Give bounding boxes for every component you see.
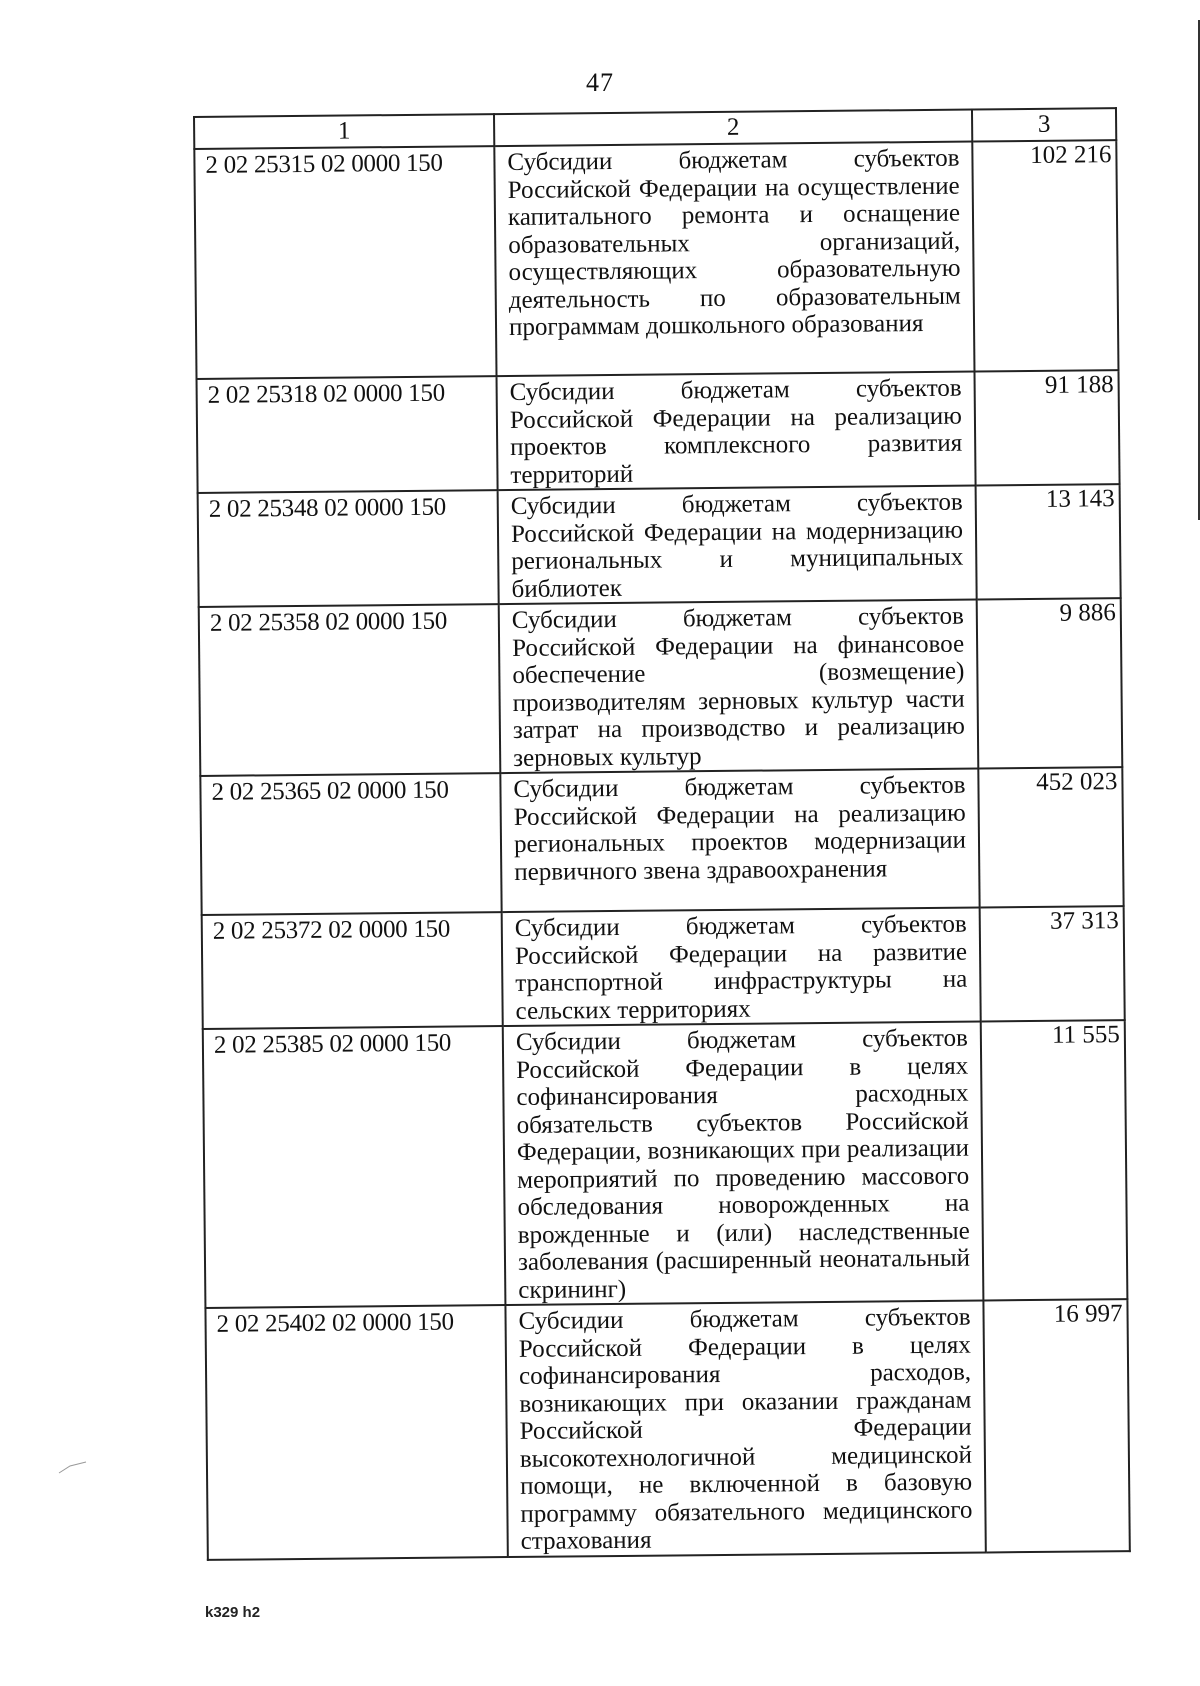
budget-table [193,107,1131,1561]
row-description: Субсидии бюджетам субъектов Российской Федерации на реализацию региональных проектов модернизации первичного звена здравоохранения [500,768,979,912]
row-amount: 13 143 [976,484,1121,599]
column-header-amount: 3 [972,108,1116,141]
row-amount: 452 023 [978,767,1123,907]
table-row [194,140,1118,379]
row-description: Субсидии бюджетам субъектов Российской Федерации в целях софинансирования расходных обязательств субъектов Российской Федерации, возникающих при реализации мероприятий по проведению массового обследования новорожденных на врожденные и (или) наследственные заболевания (расширенный неонатальный скрининг) [503,1021,984,1305]
table-row [198,484,1121,607]
row-code: 2 02 25372 02 0000 150 [202,912,503,1029]
row-amount: 37 313 [980,906,1125,1021]
row-code: 2 02 25402 02 0000 150 [205,1305,507,1560]
row-code: 2 02 25315 02 0000 150 [194,146,496,379]
row-description: Субсидии бюджетам субъектов Российской Федерации на осуществление капитального ремонта и оснащение образовательных организаций, осуществляющих образовательную деятельность по образовательным программам дошкольного образования [494,142,974,377]
row-code: 2 02 25318 02 0000 150 [197,376,498,493]
row-description: Субсидии бюджетам субъектов Российской Федерации на реализацию проектов комплексного развития территорий [497,372,976,491]
page-number: 47 [586,68,614,97]
table-row [203,1020,1128,1308]
footer-code: k329 h2 [205,1604,261,1621]
row-amount: 9 886 [977,598,1123,768]
row-description: Субсидии бюджетам субъектов Российской Федерации на модернизацию региональных и муниципальных библиотек [498,486,977,605]
row-amount: 91 188 [974,370,1119,485]
table-row [205,1299,1129,1560]
row-amount: 102 216 [972,140,1118,371]
row-code: 2 02 25365 02 0000 150 [200,773,501,915]
row-description: Субсидии бюджетам субъектов Российской Федерации на финансовое обеспечение (возмещение) производителям зерновых культур части затрат на производство и реализацию зерновых культур [499,599,979,773]
row-amount: 11 555 [981,1020,1128,1300]
table-row [199,598,1123,776]
row-code: 2 02 25385 02 0000 150 [203,1026,506,1308]
row-amount: 16 997 [983,1299,1129,1552]
table-row [202,906,1125,1029]
row-description: Субсидии бюджетам субъектов Российской Федерации в целях софинансирования расходов, возникающих при оказании гражданам Российской Федерации высокотехнологичной медицинской помощи, не включенной в базовую программу обязательного медицинского страхования [505,1300,985,1557]
column-header-code: 1 [194,114,494,149]
row-description: Субсидии бюджетам субъектов Российской Федерации на развитие транспортной инфраструктуры на сельских территориях [502,907,981,1026]
row-code: 2 02 25358 02 0000 150 [199,604,501,776]
scan-mark-icon [58,1460,88,1474]
table-row [200,767,1123,915]
table-row [197,370,1120,493]
row-code: 2 02 25348 02 0000 150 [198,490,499,607]
column-header-description: 2 [494,110,972,147]
